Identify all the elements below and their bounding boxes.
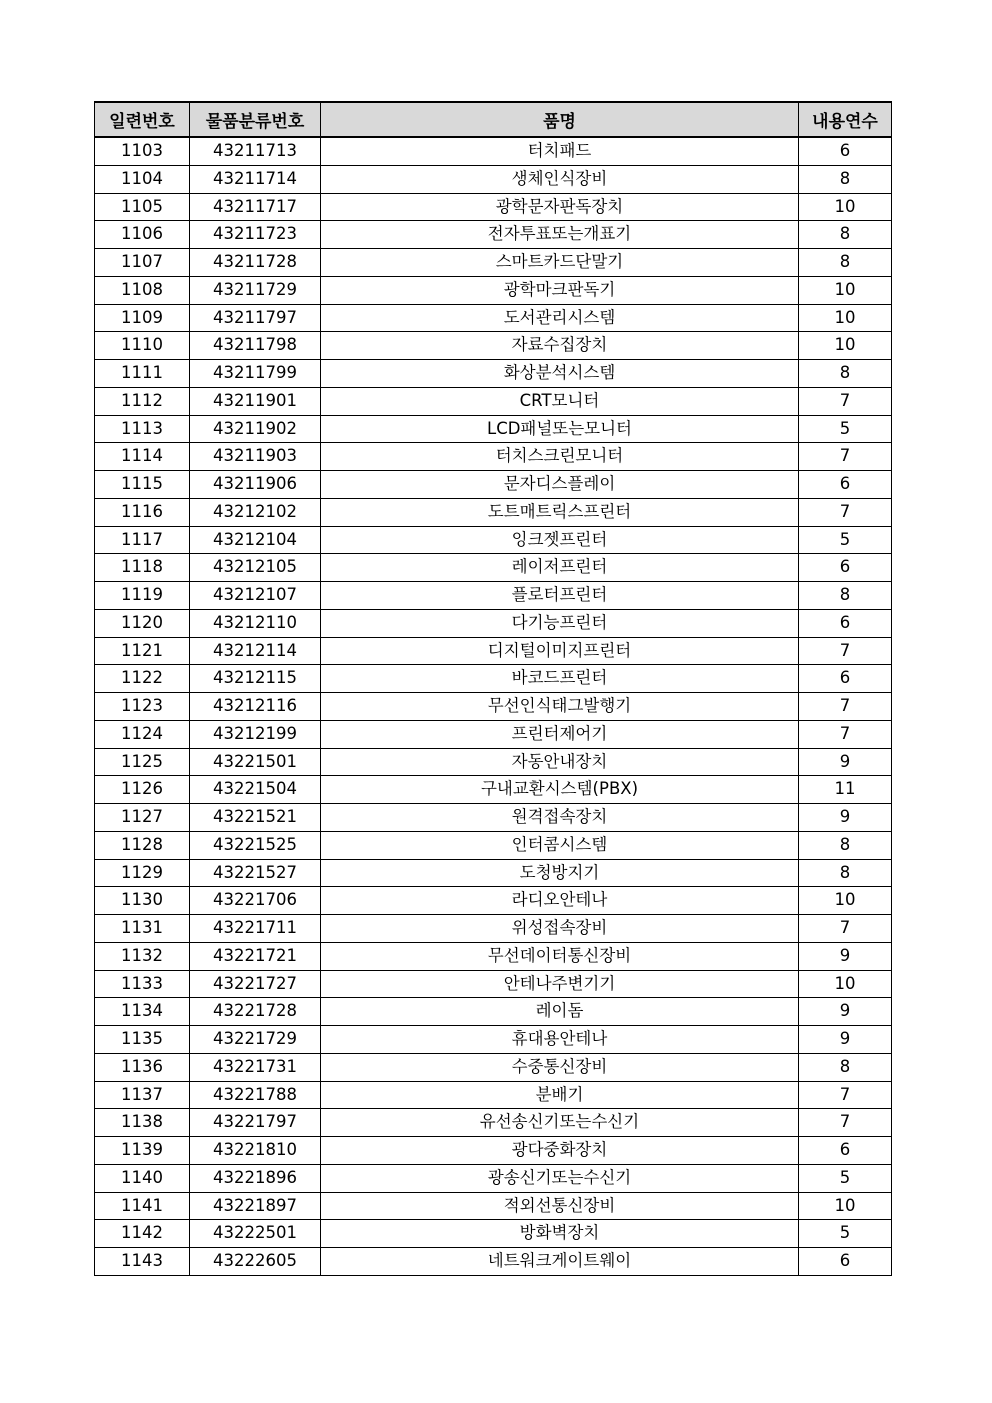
serial-number-cell: 1119	[95, 582, 190, 610]
classification-number-cell: 43211714	[190, 165, 321, 193]
item-name-cell: 유선송신기또는수신기	[321, 1109, 799, 1137]
item-name-cell: 문자디스플레이	[321, 471, 799, 499]
table-row	[95, 776, 892, 804]
useful-life-cell: 10	[799, 332, 892, 360]
useful-life-cell: 7	[799, 637, 892, 665]
useful-life-cell: 6	[799, 471, 892, 499]
table-row	[95, 471, 892, 499]
useful-life-cell: 7	[799, 693, 892, 721]
table-row	[95, 887, 892, 915]
serial-number-cell: 1105	[95, 193, 190, 221]
serial-number-cell: 1118	[95, 554, 190, 582]
header-classification-number: 물품분류번호	[190, 102, 321, 137]
classification-number-cell: 43212102	[190, 498, 321, 526]
item-name-cell: 화상분석시스템	[321, 360, 799, 388]
table-row	[95, 1137, 892, 1165]
table-row	[95, 360, 892, 388]
classification-number-cell: 43221896	[190, 1164, 321, 1192]
item-name-cell: 디지털이미지프린터	[321, 637, 799, 665]
item-name-cell: 다기능프린터	[321, 609, 799, 637]
useful-life-cell: 7	[799, 1081, 892, 1109]
table-row	[95, 1248, 892, 1276]
item-name-cell: 광다중화장치	[321, 1137, 799, 1165]
serial-number-cell: 1127	[95, 804, 190, 832]
useful-life-cell: 10	[799, 304, 892, 332]
useful-life-cell: 8	[799, 249, 892, 277]
serial-number-cell: 1121	[95, 637, 190, 665]
classification-number-cell: 43221521	[190, 804, 321, 832]
table-body	[95, 137, 892, 1275]
table-row	[95, 332, 892, 360]
item-name-cell: LCD패널또는모니터	[321, 415, 799, 443]
serial-number-cell: 1133	[95, 970, 190, 998]
classification-number-cell: 43212199	[190, 720, 321, 748]
table-row	[95, 554, 892, 582]
serial-number-cell: 1123	[95, 693, 190, 721]
table-row	[95, 221, 892, 249]
classification-number-cell: 43221711	[190, 915, 321, 943]
table-row	[95, 915, 892, 943]
item-name-cell: 도서관리시스템	[321, 304, 799, 332]
useful-life-cell: 9	[799, 1026, 892, 1054]
useful-life-cell: 8	[799, 1053, 892, 1081]
table-row	[95, 1053, 892, 1081]
table-row	[95, 720, 892, 748]
table-row	[95, 1220, 892, 1248]
item-name-cell: 구내교환시스템(PBX)	[321, 776, 799, 804]
table-row	[95, 526, 892, 554]
useful-life-cell: 5	[799, 1164, 892, 1192]
useful-life-cell: 10	[799, 970, 892, 998]
serial-number-cell: 1107	[95, 249, 190, 277]
classification-number-cell: 43221810	[190, 1137, 321, 1165]
item-name-cell: 터치패드	[321, 137, 799, 165]
serial-number-cell: 1126	[95, 776, 190, 804]
table-header	[95, 102, 892, 137]
item-name-cell: 무선인식태그발행기	[321, 693, 799, 721]
classification-number-cell: 43221727	[190, 970, 321, 998]
serial-number-cell: 1134	[95, 998, 190, 1026]
item-name-cell: 생체인식장비	[321, 165, 799, 193]
table-row	[95, 193, 892, 221]
item-name-cell: 레이돔	[321, 998, 799, 1026]
table-row	[95, 387, 892, 415]
item-name-cell: 플로터프린터	[321, 582, 799, 610]
classification-number-cell: 43221729	[190, 1026, 321, 1054]
useful-life-cell: 11	[799, 776, 892, 804]
table-row	[95, 137, 892, 165]
table-row	[95, 942, 892, 970]
table-row	[95, 582, 892, 610]
item-name-cell: 잉크젯프린터	[321, 526, 799, 554]
classification-number-cell: 43222605	[190, 1248, 321, 1276]
useful-life-cell: 9	[799, 804, 892, 832]
useful-life-cell: 6	[799, 665, 892, 693]
item-lifespan-table	[94, 101, 892, 1276]
item-name-cell: 광학문자판독장치	[321, 193, 799, 221]
serial-number-cell: 1104	[95, 165, 190, 193]
header-serial-number: 일련번호	[95, 102, 190, 137]
classification-number-cell: 43221527	[190, 859, 321, 887]
classification-number-cell: 43211906	[190, 471, 321, 499]
useful-life-cell: 9	[799, 748, 892, 776]
classification-number-cell: 43211723	[190, 221, 321, 249]
serial-number-cell: 1125	[95, 748, 190, 776]
useful-life-cell: 5	[799, 526, 892, 554]
serial-number-cell: 1138	[95, 1109, 190, 1137]
serial-number-cell: 1140	[95, 1164, 190, 1192]
table-row	[95, 859, 892, 887]
table-row	[95, 1026, 892, 1054]
table-row	[95, 998, 892, 1026]
item-name-cell: 분배기	[321, 1081, 799, 1109]
classification-number-cell: 43212105	[190, 554, 321, 582]
useful-life-cell: 6	[799, 1248, 892, 1276]
serial-number-cell: 1139	[95, 1137, 190, 1165]
classification-number-cell: 43211717	[190, 193, 321, 221]
useful-life-cell: 9	[799, 998, 892, 1026]
classification-number-cell: 43211901	[190, 387, 321, 415]
useful-life-cell: 5	[799, 1220, 892, 1248]
serial-number-cell: 1110	[95, 332, 190, 360]
serial-number-cell: 1112	[95, 387, 190, 415]
useful-life-cell: 8	[799, 165, 892, 193]
table-row	[95, 276, 892, 304]
table-row	[95, 693, 892, 721]
classification-number-cell: 43211713	[190, 137, 321, 165]
item-name-cell: 자료수집장치	[321, 332, 799, 360]
useful-life-cell: 5	[799, 415, 892, 443]
item-name-cell: 위성접속장비	[321, 915, 799, 943]
classification-number-cell: 43211797	[190, 304, 321, 332]
item-name-cell: 수중통신장비	[321, 1053, 799, 1081]
classification-number-cell: 43221788	[190, 1081, 321, 1109]
classification-number-cell: 43211902	[190, 415, 321, 443]
item-name-cell: 도청방지기	[321, 859, 799, 887]
useful-life-cell: 7	[799, 720, 892, 748]
table-row	[95, 304, 892, 332]
item-name-cell: 적외선통신장비	[321, 1192, 799, 1220]
useful-life-cell: 10	[799, 276, 892, 304]
classification-number-cell: 43211729	[190, 276, 321, 304]
table-row	[95, 498, 892, 526]
item-name-cell: 무선데이터통신장비	[321, 942, 799, 970]
serial-number-cell: 1115	[95, 471, 190, 499]
classification-number-cell: 43221728	[190, 998, 321, 1026]
item-name-cell: 라디오안테나	[321, 887, 799, 915]
table-row	[95, 609, 892, 637]
classification-number-cell: 43221501	[190, 748, 321, 776]
useful-life-cell: 6	[799, 137, 892, 165]
useful-life-cell: 7	[799, 387, 892, 415]
serial-number-cell: 1141	[95, 1192, 190, 1220]
table-row	[95, 748, 892, 776]
useful-life-cell: 8	[799, 859, 892, 887]
classification-number-cell: 43221731	[190, 1053, 321, 1081]
useful-life-cell: 8	[799, 221, 892, 249]
classification-number-cell: 43212110	[190, 609, 321, 637]
classification-number-cell: 43212116	[190, 693, 321, 721]
classification-number-cell: 43221797	[190, 1109, 321, 1137]
item-name-cell: 도트매트릭스프린터	[321, 498, 799, 526]
item-name-cell: 바코드프린터	[321, 665, 799, 693]
serial-number-cell: 1106	[95, 221, 190, 249]
useful-life-cell: 10	[799, 193, 892, 221]
serial-number-cell: 1116	[95, 498, 190, 526]
useful-life-cell: 8	[799, 831, 892, 859]
header-useful-life: 내용연수	[799, 102, 892, 137]
serial-number-cell: 1113	[95, 415, 190, 443]
classification-number-cell: 43221721	[190, 942, 321, 970]
classification-number-cell: 43211728	[190, 249, 321, 277]
serial-number-cell: 1122	[95, 665, 190, 693]
classification-number-cell: 43212104	[190, 526, 321, 554]
table-row	[95, 970, 892, 998]
useful-life-cell: 7	[799, 915, 892, 943]
serial-number-cell: 1142	[95, 1220, 190, 1248]
useful-life-cell: 7	[799, 443, 892, 471]
table-row	[95, 1081, 892, 1109]
item-name-cell: 방화벽장치	[321, 1220, 799, 1248]
serial-number-cell: 1103	[95, 137, 190, 165]
serial-number-cell: 1109	[95, 304, 190, 332]
serial-number-cell: 1136	[95, 1053, 190, 1081]
table-row	[95, 665, 892, 693]
item-name-cell: 스마트카드단말기	[321, 249, 799, 277]
serial-number-cell: 1130	[95, 887, 190, 915]
table-row	[95, 1109, 892, 1137]
useful-life-cell: 8	[799, 582, 892, 610]
table-row	[95, 831, 892, 859]
classification-number-cell: 43222501	[190, 1220, 321, 1248]
useful-life-cell: 6	[799, 1137, 892, 1165]
classification-number-cell: 43221504	[190, 776, 321, 804]
classification-number-cell: 43211903	[190, 443, 321, 471]
table-row	[95, 804, 892, 832]
classification-number-cell: 43211799	[190, 360, 321, 388]
serial-number-cell: 1137	[95, 1081, 190, 1109]
table-row	[95, 1192, 892, 1220]
serial-number-cell: 1120	[95, 609, 190, 637]
serial-number-cell: 1129	[95, 859, 190, 887]
classification-number-cell: 43212107	[190, 582, 321, 610]
classification-number-cell: 43221706	[190, 887, 321, 915]
serial-number-cell: 1143	[95, 1248, 190, 1276]
item-name-cell: 인터콤시스템	[321, 831, 799, 859]
useful-life-cell: 9	[799, 942, 892, 970]
item-name-cell: 안테나주변기기	[321, 970, 799, 998]
useful-life-cell: 7	[799, 498, 892, 526]
table-row	[95, 637, 892, 665]
serial-number-cell: 1108	[95, 276, 190, 304]
serial-number-cell: 1117	[95, 526, 190, 554]
table-row	[95, 443, 892, 471]
item-name-cell: 레이저프린터	[321, 554, 799, 582]
classification-number-cell: 43221525	[190, 831, 321, 859]
useful-life-cell: 7	[799, 1109, 892, 1137]
item-name-cell: 광송신기또는수신기	[321, 1164, 799, 1192]
serial-number-cell: 1135	[95, 1026, 190, 1054]
classification-number-cell: 43211798	[190, 332, 321, 360]
serial-number-cell: 1124	[95, 720, 190, 748]
table-row	[95, 249, 892, 277]
item-name-cell: CRT모니터	[321, 387, 799, 415]
useful-life-cell: 10	[799, 887, 892, 915]
useful-life-cell: 10	[799, 1192, 892, 1220]
header-item-name: 품명	[321, 102, 799, 137]
table-row	[95, 415, 892, 443]
table-row	[95, 165, 892, 193]
item-name-cell: 전자투표또는개표기	[321, 221, 799, 249]
useful-life-cell: 6	[799, 609, 892, 637]
item-name-cell: 프린터제어기	[321, 720, 799, 748]
serial-number-cell: 1128	[95, 831, 190, 859]
useful-life-cell: 8	[799, 360, 892, 388]
serial-number-cell: 1132	[95, 942, 190, 970]
item-name-cell: 자동안내장치	[321, 748, 799, 776]
item-name-cell: 네트워크게이트웨이	[321, 1248, 799, 1276]
serial-number-cell: 1111	[95, 360, 190, 388]
classification-number-cell: 43212114	[190, 637, 321, 665]
serial-number-cell: 1114	[95, 443, 190, 471]
classification-number-cell: 43212115	[190, 665, 321, 693]
header-row	[95, 102, 892, 137]
item-name-cell: 광학마크판독기	[321, 276, 799, 304]
table-row	[95, 1164, 892, 1192]
item-name-cell: 터치스크린모니터	[321, 443, 799, 471]
serial-number-cell: 1131	[95, 915, 190, 943]
classification-number-cell: 43221897	[190, 1192, 321, 1220]
item-name-cell: 휴대용안테나	[321, 1026, 799, 1054]
useful-life-cell: 6	[799, 554, 892, 582]
item-name-cell: 원격접속장치	[321, 804, 799, 832]
